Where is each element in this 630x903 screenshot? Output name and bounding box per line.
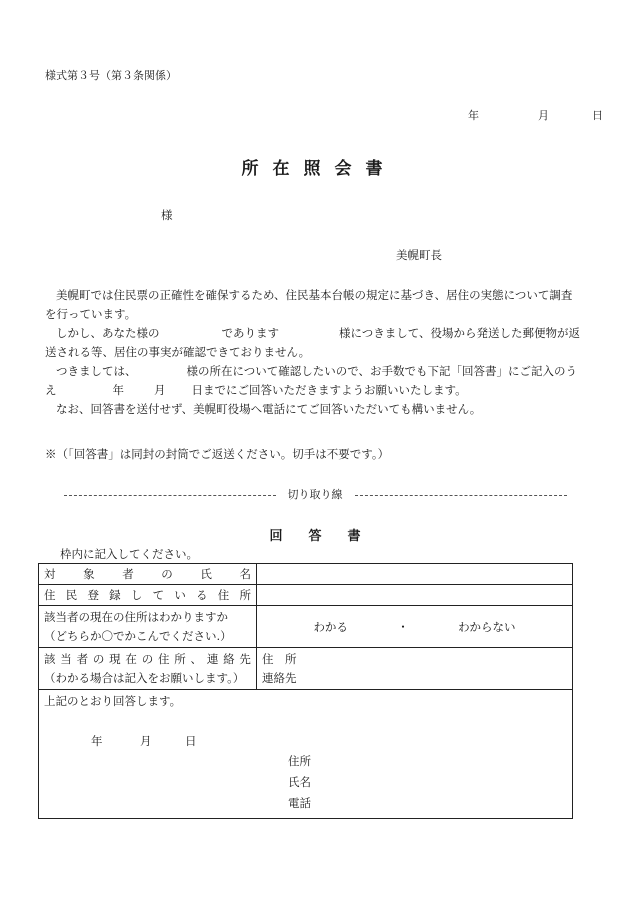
date-day: 日 (592, 109, 603, 122)
p1-line1: 美幌町では住民票の正確性を確保するため、住民基本台帳の規定に基づき、居住の実態について調査 (56, 288, 573, 302)
row-current-address (39, 648, 573, 690)
p4-line1: なお、回答書を送付せず、美幌町役場へ電話にてご回答いただいても構いません。 (56, 402, 482, 416)
reply-box[interactable] (39, 690, 573, 819)
p3-part-a: つきましては、 (56, 364, 137, 378)
answer-instruction: 枠内に記入してください。 (60, 547, 198, 561)
current-address-label: 住 所 (262, 651, 297, 666)
p3-line2-a: え (45, 383, 57, 397)
p3-line2-b: 日までにご回答いただきますようお願いいたします。 (191, 383, 467, 397)
row-address-known (39, 606, 573, 648)
answer-title: 回答書 (269, 529, 387, 544)
label-current-address: 該 当 者 の 現 在 の 住 所 、 連 絡 先 （わかる場合は記入をお願いします。） (39, 648, 257, 690)
reply-year: 年 (91, 734, 103, 748)
label-registered-address: 住 民 登 録 し て い る 住 所 (39, 585, 257, 606)
p2-part-b: であります (221, 326, 279, 340)
field-registered-address[interactable] (257, 585, 573, 606)
return-note: ※（「回答書」は同封の封筒でご返送ください。切手は不要です。） (45, 447, 390, 461)
field-address-known (257, 606, 573, 648)
row-subject-name (39, 564, 573, 585)
body-text (45, 286, 590, 419)
p3-part-b: 様の所在について確認したいので、お手数でも下記「回答書」にご記入のう (186, 364, 578, 378)
p2-part-c: 様につきまして、役場から発送した郵便物が返 (339, 326, 581, 340)
p2-line1 (45, 324, 590, 343)
current-contact-label: 連絡先 (262, 670, 297, 685)
date-year: 年 (468, 109, 479, 122)
field-current-address[interactable] (257, 648, 573, 690)
cut-line-dash-left (64, 495, 276, 496)
document-title: 所在照会書 (241, 159, 397, 179)
p3-line2-month: 月 (154, 383, 166, 397)
p2-part-a: しかし、あなた様の (56, 326, 160, 340)
choice-no[interactable]: わからない (458, 619, 516, 634)
choice-separator: ・ (397, 619, 409, 634)
reply-address-label: 住所 (288, 754, 311, 768)
choice-yes[interactable]: わかる (313, 619, 348, 634)
form-number: 様式第３号（第３条関係） (45, 69, 177, 82)
p2-line2: 送される等、居住の事実が確認できておりません。 (45, 345, 311, 359)
cut-line-dash-right (355, 495, 567, 496)
reply-text: 上記のとおり回答します。 (44, 694, 182, 708)
p1-line2: を行っています。 (45, 307, 137, 321)
row-reply (39, 690, 573, 819)
field-subject-name[interactable] (257, 564, 573, 585)
p3-line2 (45, 381, 590, 400)
addressee-suffix: 様 (161, 208, 173, 222)
p3-line2-year: 年 (112, 383, 124, 397)
reply-day: 日 (185, 734, 197, 748)
sender: 美幌町長 (396, 248, 442, 262)
label-address-known: 該当者の現在の住所はわかりますか （どちらか〇でかこんでください.） (39, 606, 257, 648)
date-month: 月 (538, 109, 549, 122)
label-subject-name: 対 象 者 の 氏 名 (39, 564, 257, 585)
reply-name-label: 氏名 (288, 775, 311, 789)
reply-phone-label: 電話 (288, 796, 311, 810)
row-registered-address (39, 585, 573, 606)
date-line (468, 107, 603, 123)
reply-month: 月 (140, 734, 152, 748)
cut-line-label: 切り取り線 (287, 488, 343, 501)
cut-line (0, 486, 630, 502)
p3-line1 (45, 362, 590, 381)
answer-table (38, 563, 573, 819)
